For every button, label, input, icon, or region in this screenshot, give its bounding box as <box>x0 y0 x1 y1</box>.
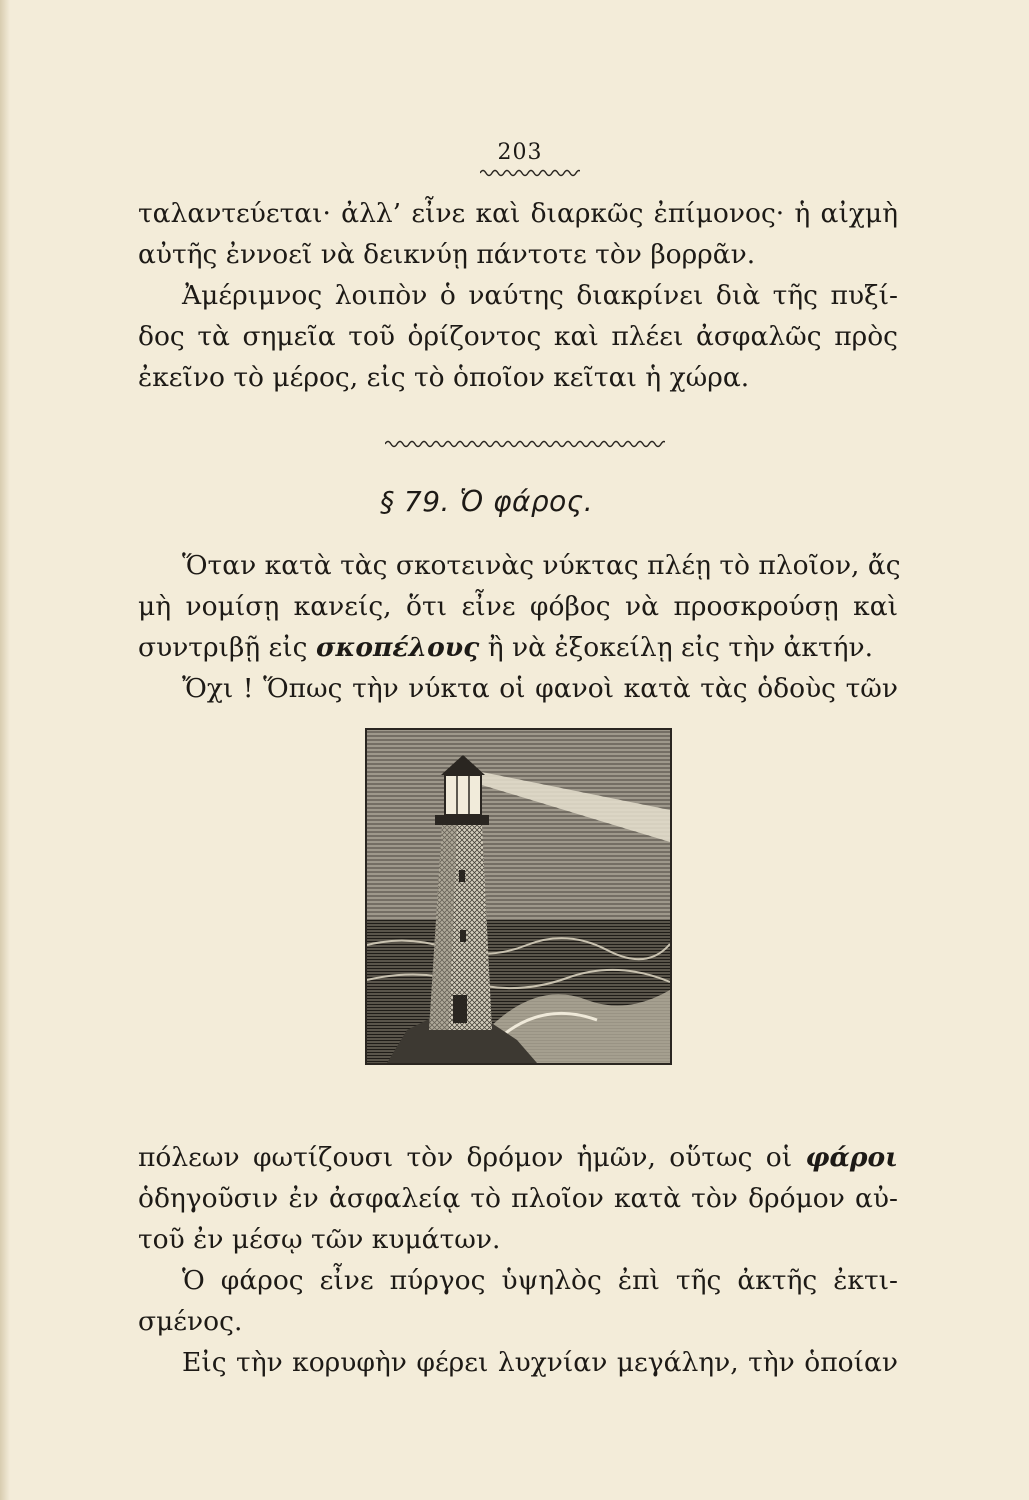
text-line: ἐκεῖνο τὸ μέρος, εἰς τὸ ὁποῖον κεῖται ἡ χώρα. <box>138 362 750 393</box>
text-line: Ἀμέριμνος λοιπὸν ὁ ναύτης διακρίνει διὰ τῆς πυξί- <box>182 280 898 311</box>
page-number-ornament <box>480 167 580 179</box>
lighthouse-illustration <box>365 728 672 1065</box>
emphasized-word: φάροι <box>805 1142 898 1173</box>
text-line: Ὁ φάρος εἶνε πύργος ὑψηλὸς ἐπὶ τῆς ἀκτῆς ἐκτι- <box>182 1265 898 1296</box>
text-line: τοῦ ἐν μέσῳ τῶν κυμάτων. <box>138 1224 501 1255</box>
page-edge-shadow <box>0 0 10 1500</box>
text-line: δος τὰ σημεῖα τοῦ ὁρίζοντος καὶ πλέει ἀσφαλῶς πρὸς <box>138 321 898 352</box>
text-line <box>138 627 898 668</box>
emphasized-word: σκοπέλους <box>315 632 480 663</box>
text-line: Εἰς τὴν κορυφὴν φέρει λυχνίαν μεγάλην, τὴν ὁποίαν <box>182 1347 898 1378</box>
text-line: Ὄχι ! Ὅπως τὴν νύκτα οἱ φανοὶ κατὰ τὰς ὁδοὺς τῶν <box>182 673 898 704</box>
text-line: ταλαντεύεται· ἀλλ’ εἶνε καὶ διαρκῶς ἐπίμονος· ἡ αἰχμὴ <box>138 198 898 229</box>
text-segment: συντριβῇ εἰς <box>138 632 316 663</box>
middle-text <box>138 545 901 709</box>
text-segment: πόλεων φωτίζουσι τὸν δρόμον ἡμῶν, οὕτως οἱ <box>138 1142 806 1173</box>
text-line: Ὅταν κατὰ τὰς σκοτεινὰς νύκτας πλέῃ τὸ πλοῖον, ἄς <box>182 550 901 581</box>
bottom-text <box>138 1137 898 1383</box>
text-line: μὴ νομίσῃ κανείς, ὅτι εἶνε φόβος νὰ προσκρούσῃ καὶ <box>138 591 898 622</box>
section-divider-ornament <box>385 438 665 450</box>
top-text <box>138 193 898 398</box>
lighthouse-icon <box>367 730 670 1063</box>
text-line <box>138 1137 898 1178</box>
text-line: αὐτῆς ἐννοεῖ νὰ δεικνύῃ πάντοτε τὸν βορρᾶν. <box>138 239 756 270</box>
text-segment: ἢ νὰ ἐξοκείλῃ εἰς τὴν ἀκτήν. <box>479 632 874 663</box>
page-number: 203 <box>497 140 543 165</box>
text-line: ὁδηγοῦσιν ἐν ἀσφαλείᾳ τὸ πλοῖον κατὰ τὸν δρόμον αὐ- <box>138 1183 898 1214</box>
text-line: σμένος. <box>138 1306 243 1337</box>
section-heading: § 79. Ὁ φάρος. <box>380 485 594 518</box>
